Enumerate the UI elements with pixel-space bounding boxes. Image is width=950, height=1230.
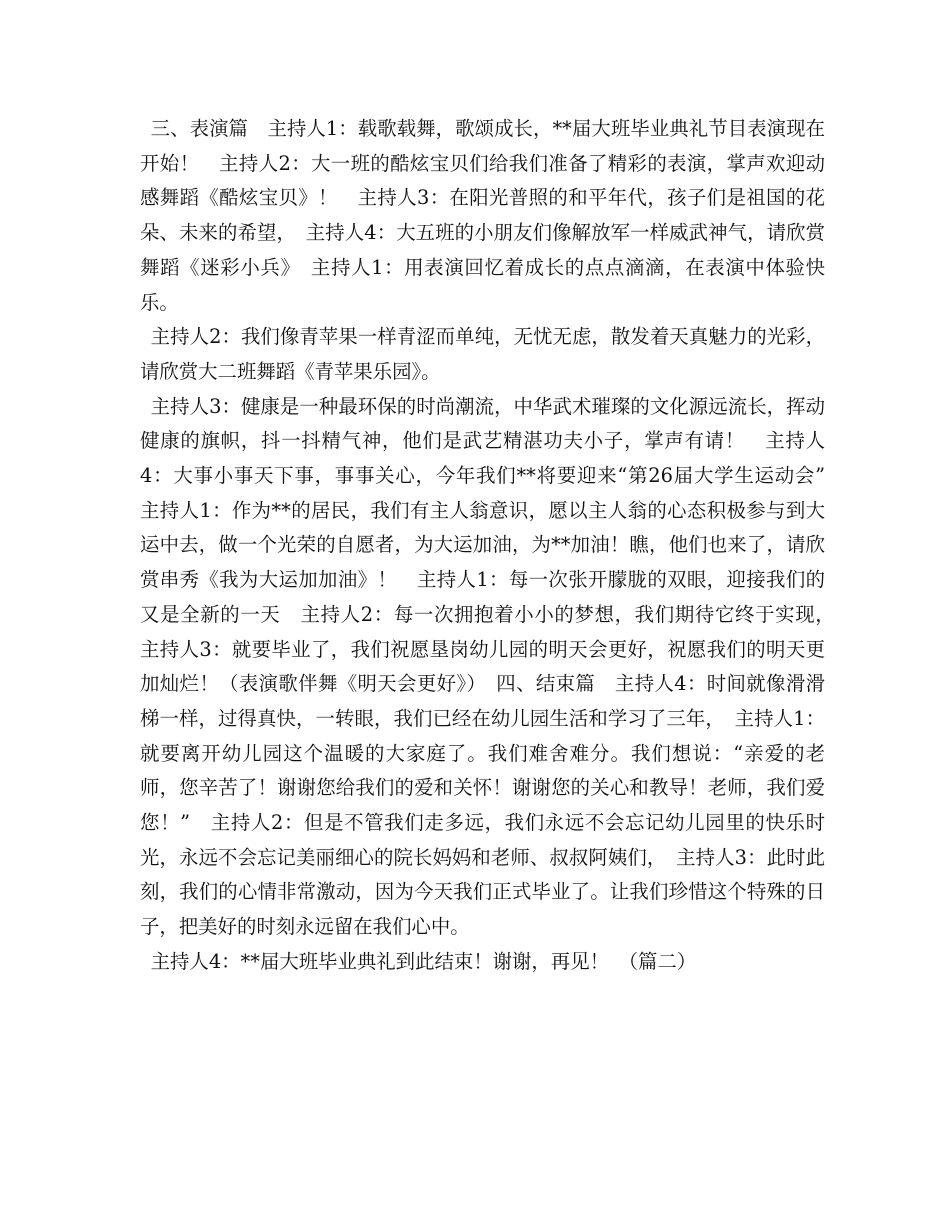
document-body	[140, 112, 845, 980]
paragraph-ending: 主持人4：**届大班毕业典礼到此结束！谢谢，再见！ （篇二）	[150, 949, 697, 973]
paragraph-green-apple: 主持人2：我们像青苹果一样青涩而单纯，无忧无虑，散发着天真魅力的光彩，请欣赏大二班舞蹈《青苹果乐园》。	[140, 325, 825, 383]
paragraph-closing-section: 主持人3：健康是一种最环保的时尚潮流，中华武术璀璨的文化源远流长，挥动健康的旗帜，抖一抖精气神，他们是武艺精湛功夫小子，掌声有请！ 主持人4：大事小事天下事，事事关心，今年我们**将要迎来“第26届大学生运动会” 主持人1：作为**的居民，我们有主人翁意识，愿以主人翁的心态积极参与到大运中去，做一个光荣的自愿者，为大运加油，为**加油！瞧，他们也来了，请欣赏串秀《我为大运加加油》！ 主持人1：每一次张开朦胧的双眼，迎接我们的又是全新的一天 主持人2：每一次拥抱着小小的梦想，我们期待它终于实现， 主持人3：就要毕业了，我们祝愿垦岗幼儿园的明天会更好，祝愿我们的明天更加灿烂！（表演歌伴舞《明天会更好》） 四、结束篇 主持人4：时间就像滑滑梯一样，过得真快，一转眼，我们已经在幼儿园生活和学习了三年， 主持人1：就要离开幼儿园这个温暖的大家庭了。我们难舍难分。我们想说：“亲爱的老师，您辛苦了！谢谢您给我们的爱和关怀！谢谢您的关心和教导！老师，我们爱您！” 主持人2：但是不管我们走多远，我们永远不会忘记幼儿园里的快乐时光，永远不会忘记美丽细心的院长妈妈和老师、叔叔阿姨们， 主持人3：此时此刻，我们的心情非常激动，因为今天我们正式毕业了。让我们珍惜这个特殊的日子，把美好的时刻永远留在我们心中。	[140, 394, 845, 939]
paragraph-performance-section: 三、表演篇 主持人1：载歌载舞，歌颂成长，**届大班毕业典礼节目表演现在开始！ 主持人2：大一班的酷炫宝贝们给我们准备了精彩的表演，掌声欢迎动感舞蹈《酷炫宝贝》！ 主持人3：在阳光普照的和平年代，孩子们是祖国的花朵、未来的希望， 主持人4：大五班的小朋友们像解放军一样威武神气，请欣赏舞蹈《迷彩小兵》 主持人1：用表演回忆着成长的点点滴滴，在表演中体验快乐。	[140, 117, 825, 314]
